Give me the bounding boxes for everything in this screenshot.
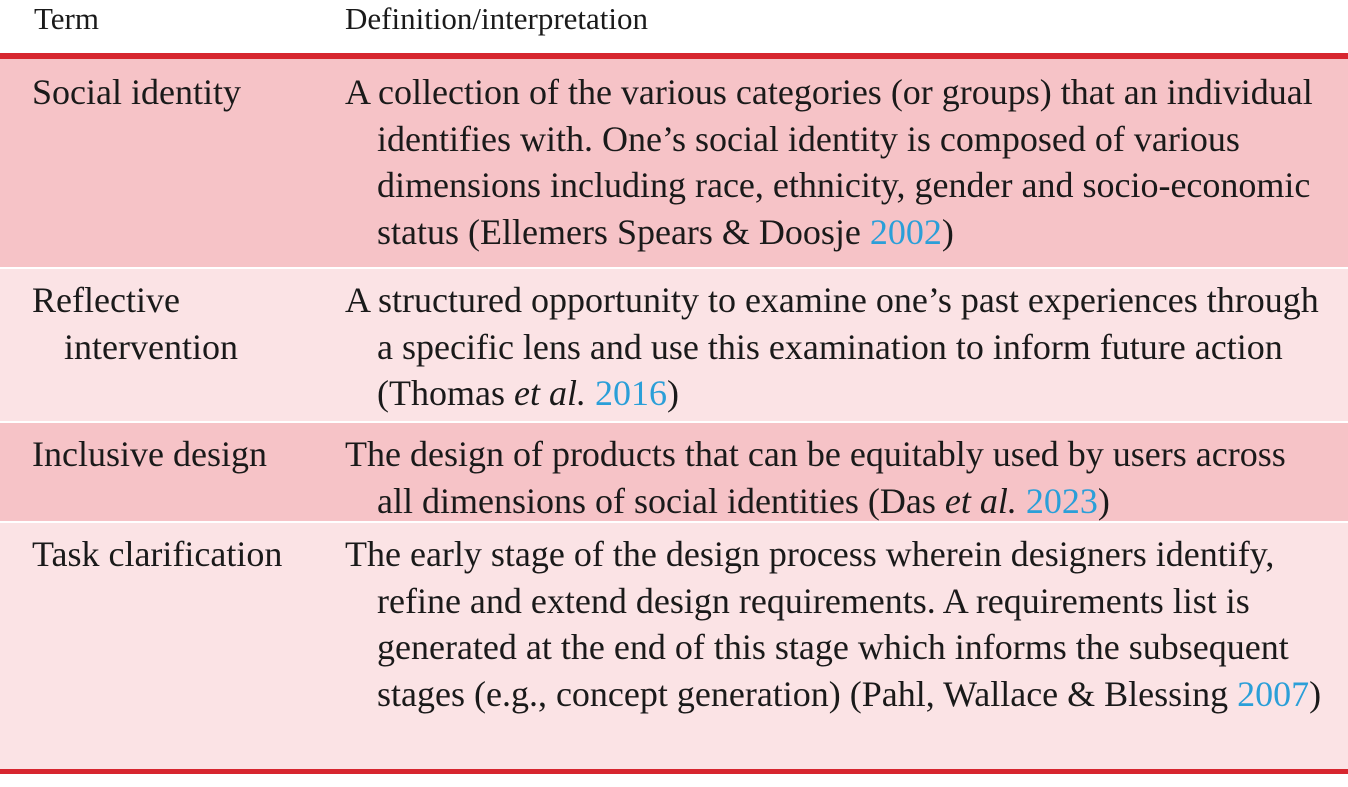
header-term: Term bbox=[34, 1, 99, 36]
table-row bbox=[0, 521, 1348, 769]
term-cell bbox=[0, 277, 345, 421]
term-cell bbox=[0, 431, 345, 521]
definition-cell bbox=[345, 431, 1348, 521]
table-row bbox=[0, 59, 1348, 267]
header-definition: Definition/interpretation bbox=[345, 1, 649, 36]
definition-text: A collection of the various categories (or groups) that an individual identifies with. One’s social identity is composed of various dimensions including race, ethnicity, gender and socio-economic status (Ellemers Spears & Doosje 2002) bbox=[345, 72, 1313, 252]
bottom-rule bbox=[0, 769, 1348, 774]
term-text: Task clarification bbox=[32, 534, 283, 574]
definition-text: The design of products that can be equitably used by users across all dimensions of social identities (Das et al. 2023) bbox=[345, 434, 1286, 521]
term-cell bbox=[0, 69, 345, 267]
definition-text: A structured opportunity to examine one’s past experiences through a specific lens and use this examination to inform future action (Thomas et al. 2016) bbox=[345, 280, 1319, 413]
citation-link[interactable]: 2002 bbox=[869, 211, 942, 252]
table-row bbox=[0, 267, 1348, 421]
citation-link[interactable]: 2016 bbox=[594, 373, 667, 413]
table-row bbox=[0, 421, 1348, 521]
term-text: Reflective intervention bbox=[32, 280, 238, 367]
term-text: Social identity bbox=[32, 72, 241, 112]
term-cell bbox=[0, 531, 345, 769]
citation-link[interactable]: 2007 bbox=[1237, 673, 1310, 714]
term-text: Inclusive design bbox=[32, 434, 267, 474]
definition-cell bbox=[345, 531, 1348, 769]
definition-cell bbox=[345, 69, 1348, 267]
table-header bbox=[0, 0, 1348, 53]
citation-link[interactable]: 2023 bbox=[1025, 480, 1098, 521]
definition-text: The early stage of the design process wherein designers identify, refine and extend design requirements. A requirements list is generated at the end of this stage which informs the subsequent stages (e.g., concept generation) (Pahl, Wallace & Blessing 2007) bbox=[345, 534, 1322, 714]
definition-cell bbox=[345, 277, 1348, 421]
